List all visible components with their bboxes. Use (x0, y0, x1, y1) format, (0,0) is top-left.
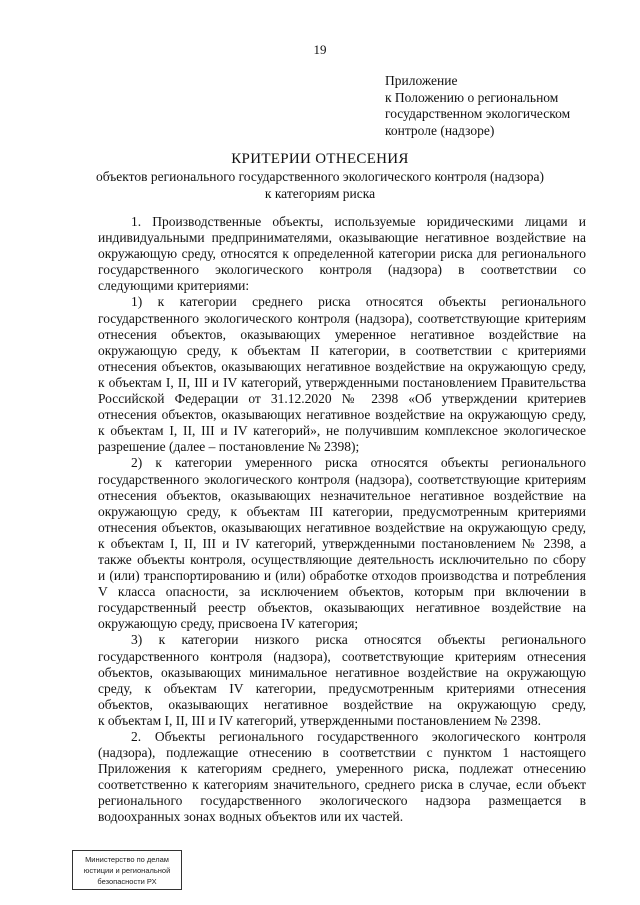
text-line: V класса опасности, за исключением объектов, которым при включении в (98, 584, 586, 600)
text-line: отнесения объектов, оказывающих негативное воздействие на окружающую среду, (98, 358, 586, 374)
appendix-line: государственном экологическом (385, 106, 571, 121)
document-subtitle-line: объектов регионального государственного экологического контроля (надзора) (95, 169, 545, 184)
text-line: отнесения объектов, оказывающих незначительное негативное воздействие на (98, 487, 586, 503)
text-line: Российской Федерации от 31.12.2020 № 2398 «Об утверждении критериев (98, 391, 586, 407)
text-line: 2) к категории умеренного риска относятся объекты регионального (131, 455, 586, 471)
text-line: объектов, оказывающих минимальное негативное воздействие на окружающую (98, 664, 586, 680)
text-line: 3) к категории низкого риска относятся объекты регионального (131, 632, 586, 648)
text-line: 1) к категории среднего риска относятся объекты регионального (131, 294, 586, 310)
text-line: индивидуальными предпринимателями, оказывающие негативное воздействие на (98, 230, 586, 246)
text-line: отнесения объектов, оказывающих негативное воздействие на окружающую среду, (98, 519, 586, 535)
text-line: также объекты контроля, осуществляющие деятельность исключительно по сбору (98, 551, 586, 567)
text-line: 2. Объекты регионального государственного экологического контроля (131, 729, 586, 744)
document-subtitle-line: к категориям риска (264, 185, 376, 201)
text-line: окружающую среду, к объектам III категории, предусмотренным критериями (98, 503, 586, 519)
registration-stamp (72, 850, 182, 890)
text-line: окружающую среду, относятся к определенной категории риска для регионального (98, 246, 586, 262)
text-line: среду, к объектам IV категории, предусмотренным критериями отнесения (98, 680, 586, 696)
page-number: 19 (313, 42, 327, 57)
text-line: государственного экологического контроля (надзора), соответствующие критериям (98, 310, 586, 326)
text-line: государственного экологического контроля (надзора) в соответствии со (98, 262, 586, 278)
text-line: объектов, оказывающих негативное воздействие на окружающую среду, (98, 696, 586, 712)
appendix-line: к Положению о региональном (385, 89, 559, 105)
text-line: (надзора), подлежащие отнесению в соответствии с пунктом 1 настоящего (98, 745, 586, 761)
appendix-line: Приложение (385, 73, 458, 88)
appendix-header (385, 73, 625, 139)
text-line: соответственно к категориям значительного, среднего риска в случае, если объект (98, 777, 586, 793)
stamp-line: Министерство по делам (85, 855, 169, 864)
text-line: регионального государственного экологического надзора размещается в (98, 793, 586, 809)
stamp-line: безопасности РХ (97, 877, 157, 886)
text-line: следующими критериями: (98, 278, 250, 294)
text-line: отнесения объектов, оказывающих негативное воздействие на окружающую среду, (98, 407, 586, 423)
text-line: разрешение (далее – постановление № 2398); (98, 439, 360, 455)
document-title: КРИТЕРИИ ОТНЕСЕНИЯ (231, 151, 409, 167)
text-line: к объектам I, II, III и IV категорий, утвержденными постановлением Правительства (98, 374, 586, 390)
document-body (98, 214, 586, 826)
text-line: государственного контроля (надзора), соответствующие критериям отнесения (98, 648, 586, 664)
text-line: водоохранных зонах водных объектов или их частей. (98, 809, 404, 825)
text-line: к объектам I, II, III и IV категорий, утвержденными постановлением № 2398, а (98, 535, 586, 551)
text-line: окружающую среду, к объектам II категории, в соответствии с критериями (98, 342, 586, 358)
text-line: 1. Производственные объекты, используемые юридическими лицами и (131, 214, 586, 229)
text-line: государственного экологического контроля (надзора), соответствующие критериям (98, 471, 586, 487)
stamp-line: юстиции и региональной (83, 866, 171, 875)
text-line: к объектам I, II, III и IV категорий», не получившим комплексное экологическое (98, 423, 586, 439)
text-line: окружающую среду, присвоена IV категория; (98, 616, 359, 632)
text-line: отнесения объектов, оказывающих умеренное негативное воздействие на (98, 326, 586, 342)
text-line: и (или) транспортированию и (или) обработке отходов производства и потребления (98, 568, 586, 584)
appendix-line: контроле (надзоре) (385, 122, 495, 138)
document-title-block (0, 150, 640, 202)
text-line: Приложения к категориям среднего, умеренного риска, подлежат отнесению (98, 761, 586, 777)
text-line: к объектам I, II, III и IV категорий, утвержденными постановлением № 2398. (98, 712, 541, 728)
text-line: государственный реестр объектов, оказывающих негативное воздействие на (98, 600, 586, 616)
